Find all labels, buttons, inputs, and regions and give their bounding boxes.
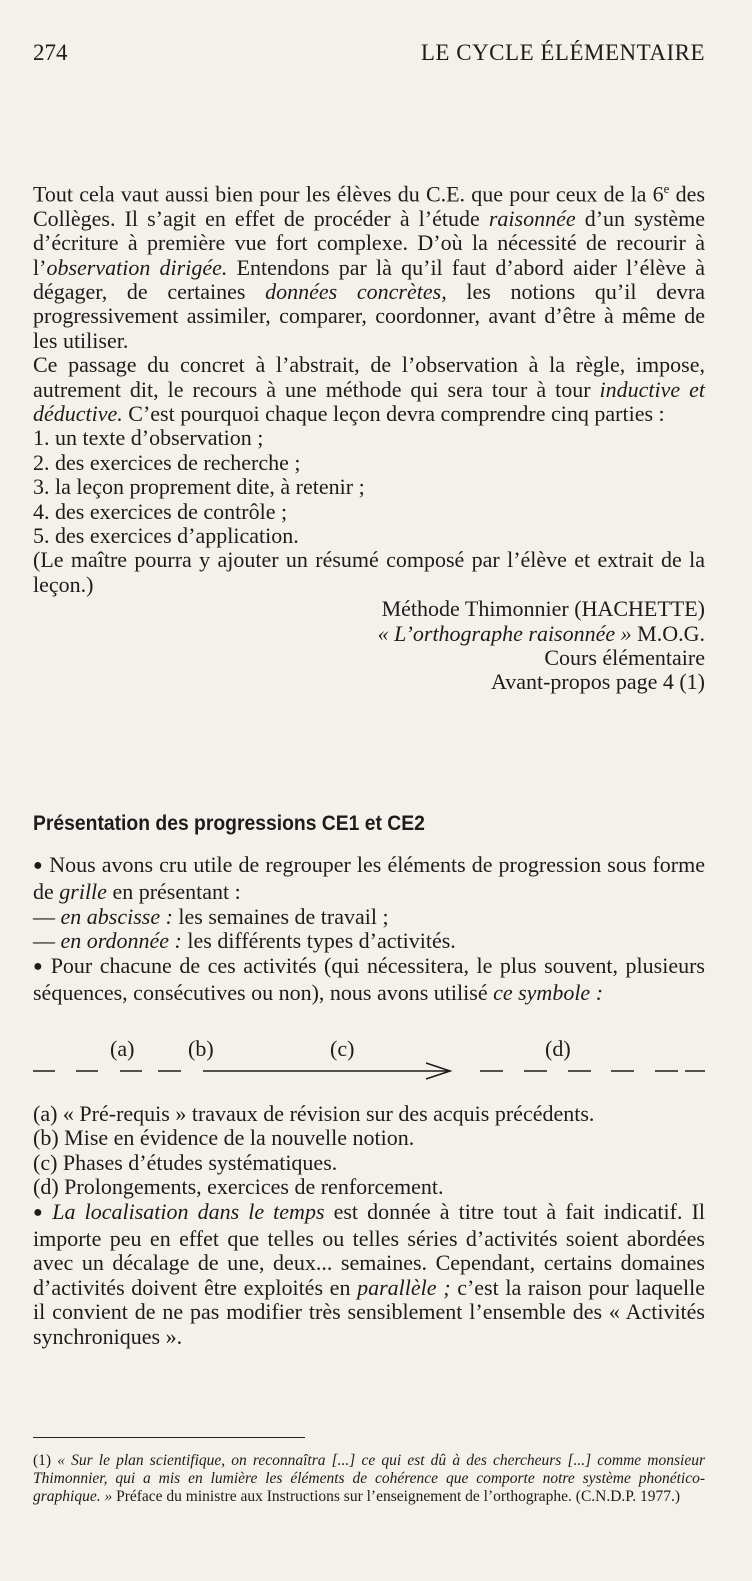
- legend-item: (c) Phases d’études systématiques.: [33, 1149, 338, 1175]
- legend-item: (b) Mise en évidence de la nouvelle notion.: [33, 1125, 415, 1151]
- dash-line-ordinate: — en ordonnée : les différents types d’activités.: [33, 928, 456, 954]
- bullet-paragraph-2: ● Pour chacune de ces activités (qui nécessitera, le plus souvent, plusieurs séquences, consécutives ou non), nous avons utilisé ce symbole :: [33, 952, 705, 1006]
- citation: Méthode Thimonnier (HACHETTE) « L’orthographe raisonnée » M.O.G. Cours élémentaire Avant-propos page 4 (1): [377, 596, 705, 695]
- intro-text: [33, 177, 705, 695]
- intro-paragraph-1: Tout cela vaut aussi bien pour les élèves du C.E. que pour ceux de la 6e des Collèges. Il s’agit en effet de procéder à l’étude raisonnée d’un système d’écriture à première vue fort complexe. D’où la nécessité de recourir à l’observation dirigée. Entendons par là qu’il faut d’abord aider l’élève à dégager, de certaines données concrètes, les notions qu’il devra progressivement assimiler, comparer, coordonner, avant d’être à même de les utiliser.: [33, 181, 706, 353]
- bullet-icon: ●: [33, 1203, 47, 1221]
- list-item: 2. des exercices de recherche ;: [33, 449, 301, 475]
- footnote: [33, 1452, 705, 1507]
- lesson-parts-list: [33, 426, 705, 548]
- running-title: LE CYCLE ÉLÉMENTAIRE: [420, 40, 705, 65]
- symbol-label-d: (d): [545, 1036, 571, 1061]
- bullet-icon: ●: [33, 957, 45, 975]
- dash-line-abscissa: — en abscisse : les semaines de travail ;: [33, 903, 389, 929]
- page-number: 274: [33, 40, 68, 65]
- list-item: 1. un texte d’observation ;: [33, 425, 264, 451]
- symbol-label-b: (b): [188, 1036, 214, 1061]
- legend-item: (d) Prolongements, exercices de renforcement.: [33, 1174, 444, 1200]
- symbol-label-a: (a): [110, 1036, 135, 1061]
- list-item: 5. des exercices d’application.: [33, 523, 299, 549]
- progression-symbol: [33, 1036, 705, 1080]
- section-heading: Présentation des progressions CE1 et CE2: [33, 812, 425, 835]
- intro-paragraph-2: Ce passage du concret à l’abstrait, de l’observation à la règle, impose, autrement dit, le recours à une méthode qui sera tour à tour inductive et déductive. C’est pourquoi chaque leçon devra comprendre cinq parties :: [33, 352, 705, 426]
- list-item: 4. des exercices de contrôle ;: [33, 498, 288, 524]
- teacher-note: (Le maître pourra y ajouter un résumé composé par l’élève et extrait de la leçon.): [33, 547, 705, 597]
- bullet-paragraph-3: ● La localisation dans le temps est donnée à titre tout à fait indicatif. Il importe peu en effet que telles ou telles séries d’activités soient abordées avec un décalage de une, deux... semaines. Cependant, certains domaines d’activités doivent être exploités en parallèle ; c’est la raison pour laquelle il convient de ne pas modifier très sensiblement l’ensemble des « Activités synchroniques ».: [33, 1198, 706, 1349]
- legend-item: (a) « Pré-requis » travaux de révision sur des acquis précédents.: [33, 1101, 595, 1126]
- symbol-line-svg: [33, 1036, 705, 1080]
- symbol-legend: [33, 1102, 705, 1349]
- bullet-icon: ●: [33, 857, 44, 874]
- page-header: [33, 40, 705, 76]
- list-item: 3. la leçon proprement dite, à retenir ;: [33, 474, 365, 500]
- footnote-divider: [33, 1437, 305, 1438]
- symbol-label-c: (c): [330, 1036, 355, 1061]
- bullet-paragraph-1: ● Nous avons cru utile de regrouper les éléments de progression sous forme de grille en présentant :: [33, 852, 705, 905]
- book-page: [33, 0, 705, 1581]
- progression-text: [33, 853, 705, 1005]
- footnote-text: (1) « Sur le plan scientifique, on reconnaîtra [...] ce qui est dû à des chercheurs [...] comme monsieur Thimonnier, qui a mis en lumière les éléments de cohérence que comporte notre système phonético-graphique. » Préface du ministre aux Instructions sur l’enseignement de l’orthographe. (C.N.D.P. 1977.): [33, 1452, 705, 1506]
